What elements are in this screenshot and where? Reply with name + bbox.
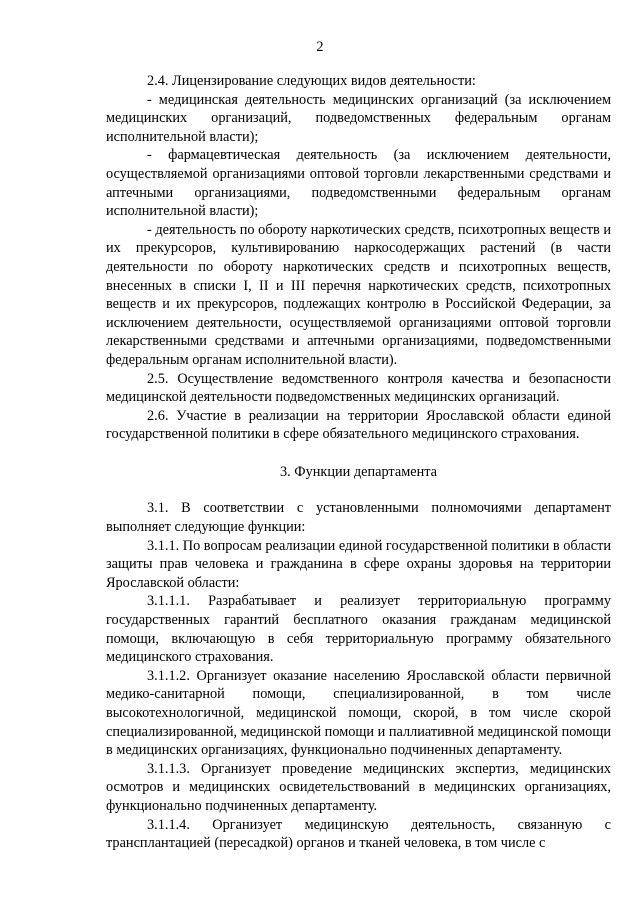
page-content bbox=[106, 72, 611, 853]
section-title: 3. Функции департамента bbox=[279, 463, 438, 480]
paragraph-2-5: 2.5. Осуществление ведомственного контроля качества и безопасности медицинской деятельности подведомственных медицинских организаций. bbox=[106, 370, 611, 406]
paragraph-2-4: 2.4. Лицензирование следующих видов деятельности: bbox=[147, 73, 476, 89]
paragraph-3-1-1-1: 3.1.1.1. Разрабатывает и реализует территориальную программу государственных гарантий бесплатного оказания гражданам медицинской помощи, включающую в себя территориальную программу обязательного медицинского страхования. bbox=[106, 593, 611, 666]
page-number: 2 bbox=[316, 39, 324, 55]
paragraph-licensing-pharmaceutical: - фармацевтическая деятельность (за исключением деятельности, осуществляемой организациями оптовой торговли лекарственными средствами и аптечными организациями, подведомственными федеральным органам исполнительной власти); bbox=[106, 147, 611, 220]
paragraph-3-1-1-4: 3.1.1.4. Организует медицинскую деятельность, связанную с трансплантацией (пересадкой) органов и тканей человека, в том числе с bbox=[106, 816, 611, 852]
paragraph-3-1-1-2: 3.1.1.2. Организует оказание населению Ярославской области первичной медико-санитарной помощи, специализированной, в том числе высокотехнологичной, медицинской помощи, скорой, в том числе скорой специализированной, медицинской помощи и паллиативной медицинской помощи в медицинских организациях, функционально подчиненных департаменту. bbox=[106, 667, 611, 759]
paragraph-licensing-narcotics: - деятельность по обороту наркотических средств, психотропных веществ и их прекурсоров, культивированию наркосодержащих растений (в части деятельности по обороту наркотических средств и психотропных веществ, внесенных в списки I, II и III перечня наркотических средств, психотропных веществ и их прекурсоров, подлежащих контролю в Российской Федерации, за исключением деятельности, осуществляемой организациями оптовой торговли лекарственными средствами и аптечными организациями, подведомственными федеральным органам исполнительной власти). bbox=[106, 221, 611, 368]
paragraph-3-1-1-3: 3.1.1.3. Организует проведение медицинских экспертиз, медицинских осмотров и медицинских освидетельствований в медицинских организациях, функционально подчиненных департаменту. bbox=[106, 760, 611, 814]
paragraph-licensing-medical: - медицинская деятельность медицинских организаций (за исключением медицинских организаций, подведомственных федеральным органам исполнительной власти); bbox=[106, 91, 611, 145]
paragraph-3-1-1: 3.1.1. По вопросам реализации единой государственной политики в области защиты прав человека и гражданина в сфере охраны здоровья на территории Ярославской области: bbox=[106, 537, 611, 591]
paragraph-3-1: 3.1. В соответствии с установленными полномочиями департамент выполняет следующие функции: bbox=[106, 500, 611, 536]
paragraph-2-6: 2.6. Участие в реализации на территории Ярославской области единой государственной политики в сфере обязательного медицинского страхования. bbox=[106, 407, 611, 443]
